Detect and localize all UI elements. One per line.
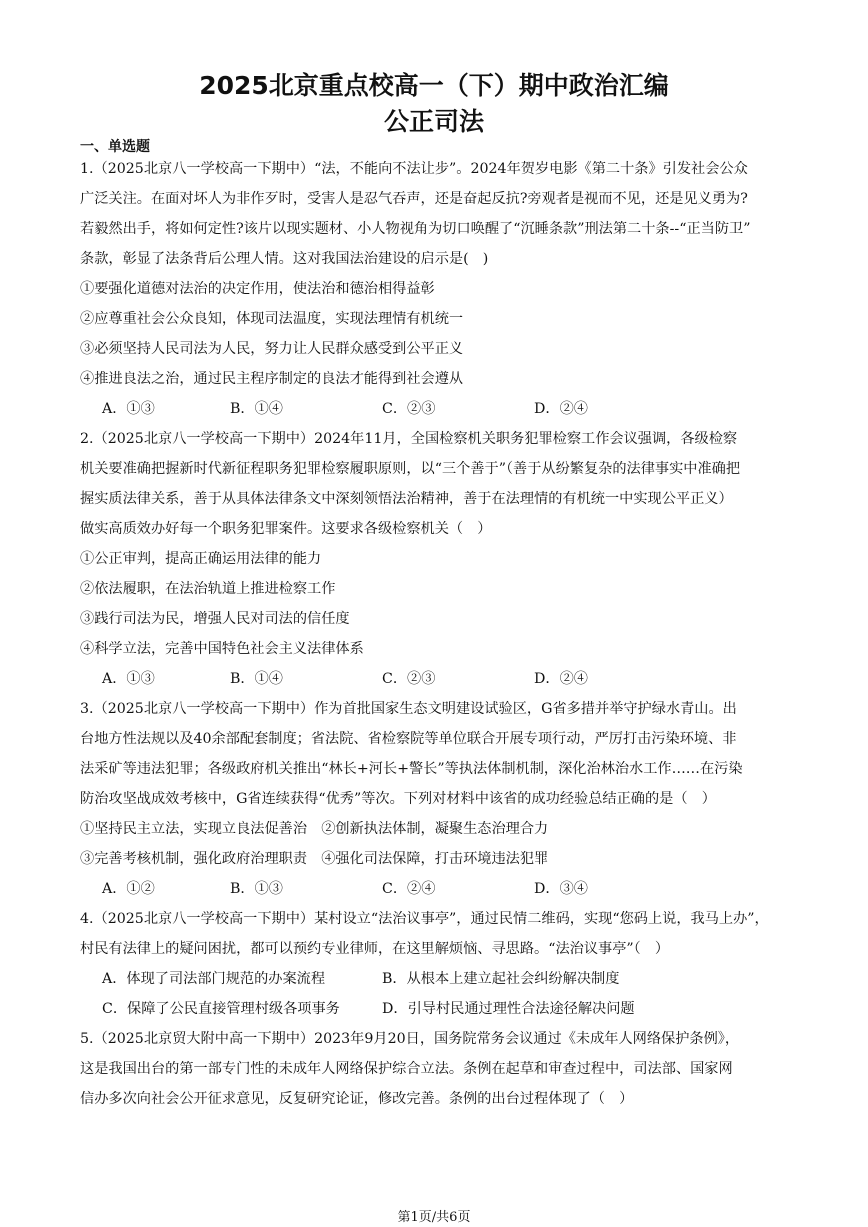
- stem-line: 这是我国出台的第一部专门性的未成年人网络保护综合立法。条例在起草和审查过程中，司法部、国家网: [80, 1061, 733, 1077]
- stem-line: 防治攻坚战成效考核中，G省连续获得“优秀”等次。下列对材料中该省的成功经验总结正确的是（ ）: [80, 791, 716, 807]
- statement: ①公正审判，提高正确运用法律的能力: [80, 551, 322, 567]
- option-b[interactable]: B．①④: [230, 401, 283, 417]
- stem-line: 台地方性法规以及40余部配套制度；省法院、省检察院等单位联合开展专项行动，严厉打击污染环境、非: [80, 731, 737, 747]
- statement: ③完善考核机制，强化政府治理职责 ④强化司法保障，打击环境违法犯罪: [80, 851, 549, 867]
- stem-line: 2.（2025北京八一学校高一下期中）2024年11月，全国检察机关职务犯罪检察工作会议强调，各级检察: [80, 431, 738, 447]
- stem-line: 广泛关注。在面对坏人为非作歹时，受害人是忍气吞声，还是奋起反抗?旁观者是视而不见，还是见义勇为?: [80, 191, 748, 207]
- question-list: [80, 154, 792, 1114]
- stem-line: 1.（2025北京八一学校高一下期中）“法，不能向不法让步”。2024年贺岁电影《第二十条》引发社会公众: [80, 161, 748, 177]
- option-d[interactable]: D．②④: [534, 401, 588, 417]
- stem-line: 村民有法律上的疑问困扰，都可以预约专业律师，在这里解烦恼、寻思路。“法治议事亭”（ ）: [80, 941, 670, 957]
- question-2: [80, 424, 792, 694]
- question-stem: [80, 904, 792, 964]
- option-d[interactable]: D．②④: [534, 671, 588, 687]
- option-b[interactable]: B．从根本上建立起社会纠纷解决制度: [382, 971, 620, 987]
- option-a[interactable]: A．①③: [102, 671, 155, 687]
- statement: ④科学立法，完善中国特色社会主义法律体系: [80, 641, 364, 657]
- stem-line: 信办多次向社会公开征求意见，反复研究论证，修改完善。条例的出台过程体现了（ ）: [80, 1091, 634, 1107]
- document-title: 2025北京重点校高一（下）期中政治汇编: [199, 71, 669, 100]
- statement: ④推进良法之治，通过民主程序制定的良法才能得到社会遵从: [80, 371, 464, 387]
- statement: ②依法履职，在法治轨道上推进检察工作: [80, 581, 336, 597]
- stem-line: 条款，彰显了法条背后公理人情。这对我国法治建设的启示是( ): [80, 251, 489, 267]
- question-3: [80, 694, 792, 904]
- stem-line: 4.（2025北京八一学校高一下期中）某村设立“法治议事亭”，通过民情二维码，实现“您码上说，我马上办”，: [80, 911, 769, 927]
- option-a[interactable]: A．①③: [102, 401, 155, 417]
- question-stem: [80, 424, 792, 544]
- section-heading: 一、单选题: [80, 139, 150, 155]
- option-d[interactable]: D．引导村民通过理性合法途径解决问题: [382, 1001, 635, 1017]
- option-a[interactable]: A．①②: [102, 881, 155, 897]
- statement: ①坚持民主立法，实现立良法促善治 ②创新执法体制，凝聚生态治理合力: [80, 821, 549, 837]
- answer-options: [80, 664, 792, 694]
- statement: ③必须坚持人民司法为人民，努力让人民群众感受到公平正义: [80, 341, 464, 357]
- statement: ②应尊重社会公众良知，体现司法温度，实现法理情有机统一: [80, 311, 464, 327]
- question-stem: [80, 694, 792, 814]
- option-d[interactable]: D．③④: [534, 881, 588, 897]
- option-c[interactable]: C．②④: [382, 881, 436, 897]
- question-stem: [80, 1024, 792, 1114]
- document-subtitle: 公正司法: [383, 107, 484, 136]
- statement: ③践行司法为民，增强人民对司法的信任度: [80, 611, 350, 627]
- stem-line: 若毅然出手，将如何定性?该片以现实题材、小人物视角为切口唤醒了“沉睡条款”刑法第二十条--“正当防卫”: [80, 221, 751, 237]
- answer-options-row: [80, 964, 792, 994]
- stem-line: 5.（2025北京贸大附中高一下期中）2023年9月20日，国务院常务会议通过《未成年人网络保护条例》，: [80, 1031, 740, 1047]
- question-1: [80, 154, 792, 424]
- stem-line: 3.（2025北京八一学校高一下期中）作为首批国家生态文明建设试验区，G省多措并举守护绿水青山。出: [80, 701, 737, 717]
- stem-line: 做实高质效办好每一个职务犯罪案件。这要求各级检察机关（ ）: [80, 521, 492, 537]
- page-footer: 第1页/共6页: [397, 1210, 471, 1225]
- stem-line: 法采矿等违法犯罪；各级政府机关推出“林长+河长+警长”等执法体制机制，深化治林治水工作……在污染: [80, 761, 743, 777]
- question-4: [80, 904, 792, 1024]
- answer-options: [80, 874, 792, 904]
- answer-options-row: [80, 994, 792, 1024]
- option-c[interactable]: C．②③: [382, 401, 436, 417]
- option-b[interactable]: B．①③: [230, 881, 283, 897]
- statement: ①要强化道德对法治的决定作用，使法治和德治相得益彰: [80, 281, 435, 297]
- answer-options: [80, 394, 792, 424]
- option-c[interactable]: C．保障了公民直接管理村级各项事务: [102, 1001, 340, 1017]
- option-c[interactable]: C．②③: [382, 671, 436, 687]
- stem-line: 机关要准确把握新时代新征程职务犯罪检察履职原则，以“三个善于”（善于从纷繁复杂的法律事实中准确把: [80, 461, 741, 477]
- option-a[interactable]: A．体现了司法部门规范的办案流程: [102, 971, 326, 987]
- option-b[interactable]: B．①④: [230, 671, 283, 687]
- question-stem: [80, 154, 792, 274]
- stem-line: 握实质法律关系，善于从具体法律条文中深刻领悟法治精神，善于在法理情的有机统一中实现公平正义）: [80, 491, 733, 507]
- question-5: [80, 1024, 792, 1114]
